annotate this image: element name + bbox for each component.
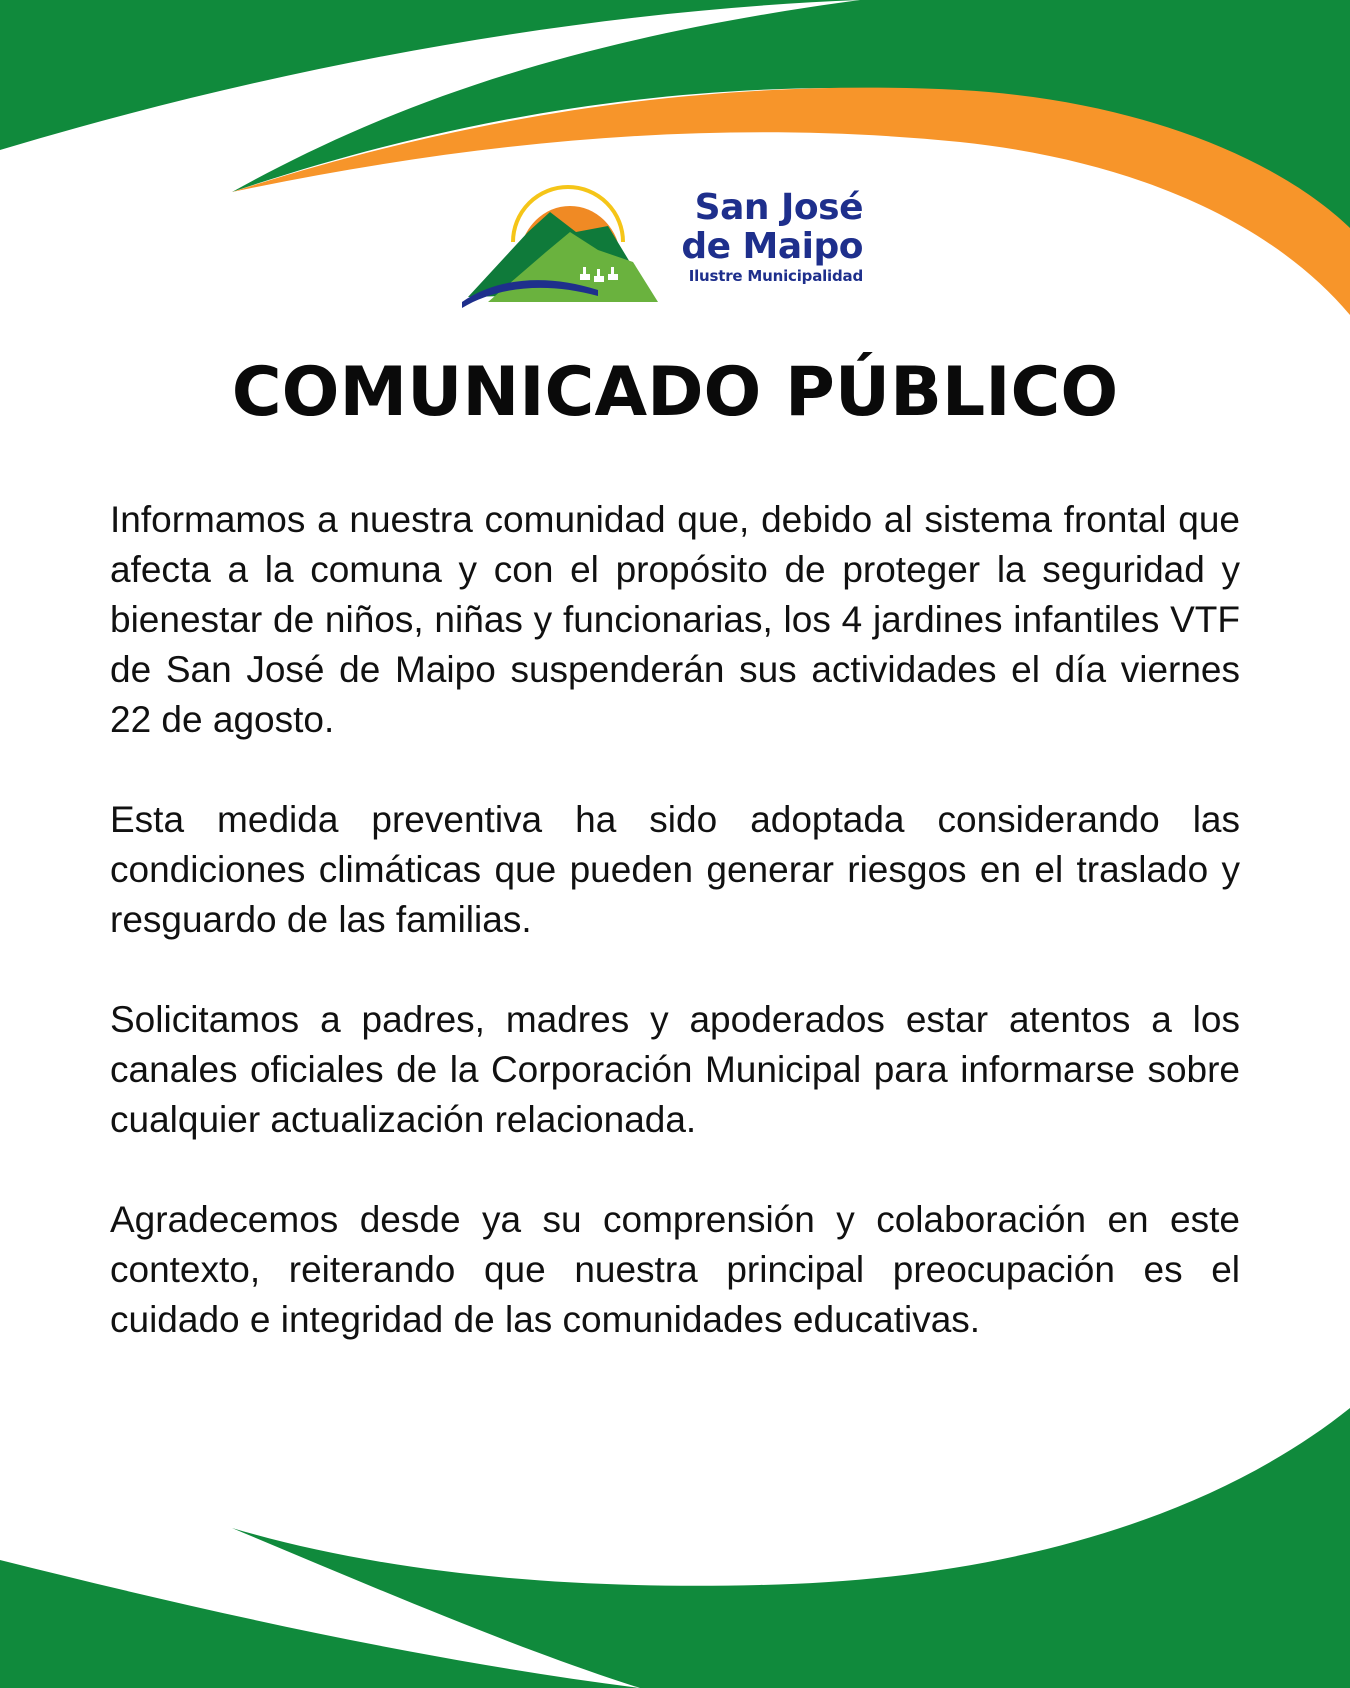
paragraph-4: Agradecemos desde ya su comprensión y colaboración en este contexto, reiterando que nuestra principal preocupación es el cuidado e integridad de las comunidades educativas.: [110, 1199, 1240, 1340]
municipality-logo: [458, 162, 863, 312]
announcement-body: [110, 495, 1240, 1395]
logo-name-line1: San José: [694, 187, 863, 228]
paragraph-1: Informamos a nuestra comunidad que, debido al sistema frontal que afecta a la comuna y con el propósito de proteger la seguridad y bienestar de niños, niñas y funcionarias, los 4 jardines infantiles VTF de San José de Maipo suspenderán sus actividades el día viernes 22 de agosto.: [110, 499, 1240, 740]
logo-subtitle: Ilustre Municipalidad: [688, 267, 863, 285]
paragraph-2: Esta medida preventiva ha sido adoptada considerando las condiciones climáticas que pueden generar riesgos en el traslado y resguardo de las familias.: [110, 799, 1240, 940]
logo-name-line2: de Maipo: [681, 226, 863, 267]
logo-wordmark: [668, 188, 863, 286]
page-title: COMUNICADO PÚBLICO: [231, 353, 1119, 432]
svg-text:✦: ✦: [528, 184, 540, 200]
paragraph-3: Solicitamos a padres, madres y apoderados estar atentos a los canales oficiales de la Corporación Municipal para informarse sobre cualquier actualización relacionada.: [110, 999, 1240, 1140]
mountain-sun-emblem-icon: [458, 162, 658, 312]
bottom-green-swoosh: [0, 1408, 1350, 1688]
